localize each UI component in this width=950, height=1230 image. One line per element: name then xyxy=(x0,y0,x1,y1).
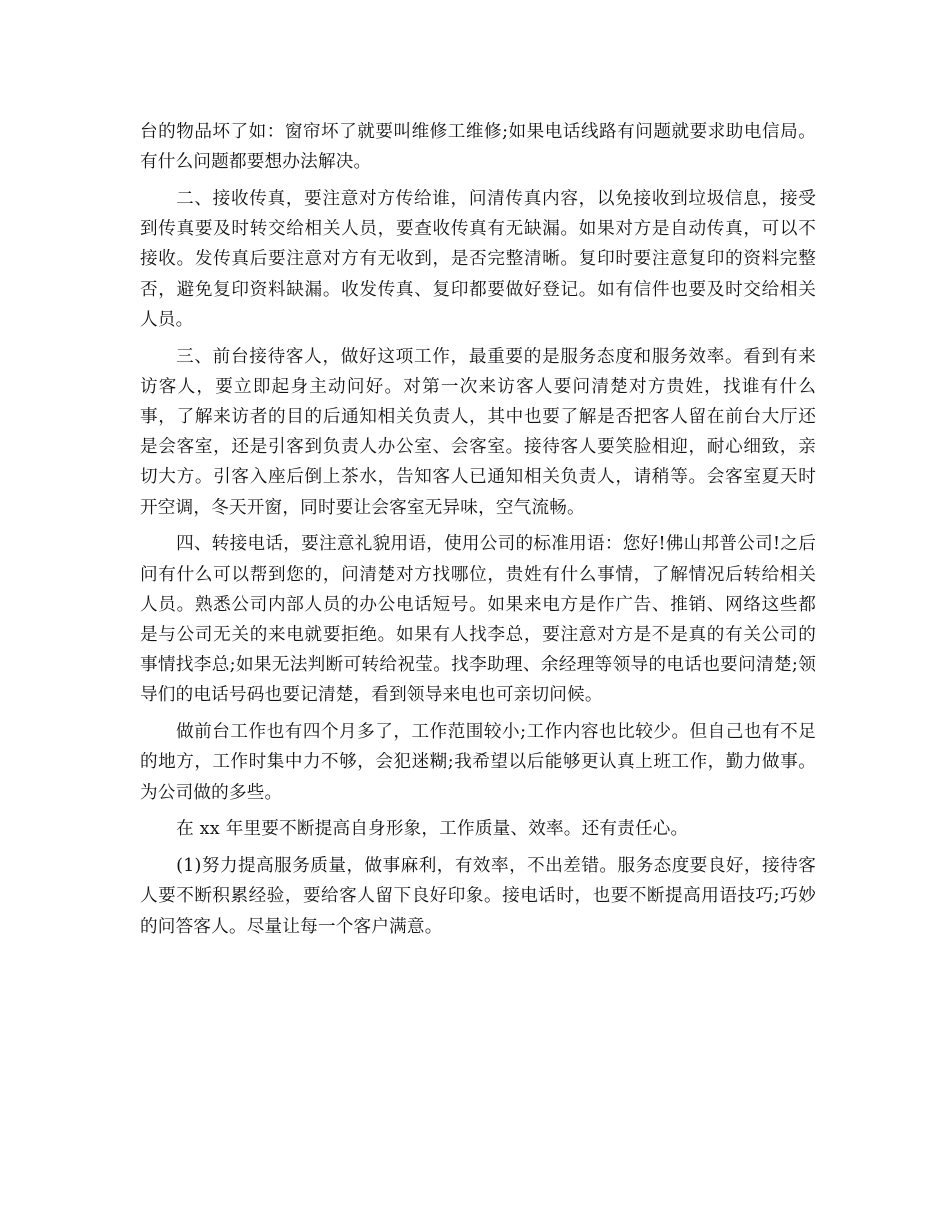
paragraph-goal-1: (1)努力提高服务质量，做事麻利，有效率，不出差错。服务态度要良好，接待客人要不断积累经验，要给客人留下良好印象。接电话时，也要不断提高用语技巧;巧妙的问答客人。尽量让每一个客户满意。 xyxy=(140,856,816,937)
paragraph-reflection: 做前台工作也有四个月多了，工作范围较小;工作内容也比较少。但自己也有不足的地方，工作时集中力不够，会犯迷糊;我希望以后能够更认真上班工作，勤力做事。为公司做的多些。 xyxy=(140,722,816,803)
paragraph-fax: 二、接收传真，要注意对方传给谁，问清传真内容，以免接收到垃圾信息，接受到传真要及时转交给相关人员，要查收传真有无缺漏。如果对方是自动传真，可以不接收。发传真后要注意对方有无收到，是否完整清晰。复印时要注意复印的资料完整否，避免复印资料缺漏。收发传真、复印都要做好登记。如有信件也要及时交给相关人员。 xyxy=(140,189,816,330)
paragraph-reception: 三、前台接待客人，做好这项工作，最重要的是服务态度和服务效率。看到有来访客人，要立即起身主动问好。对第一次来访客人要问清楚对方贵姓，找谁有什么事，了解来访者的目的后通知相关负责人，其中也要了解是否把客人留在前台大厅还是会客室，还是引客到负责人办公室、会客室。接待客人要笑脸相迎，耐心细致，亲切大方。引客入座后倒上茶水，告知客人已通知相关负责人，请稍等。会客室夏天时开空调，冬天开窗，同时要让会客室无异味，空气流畅。 xyxy=(140,346,816,518)
paragraph-phone: 四、转接电话，要注意礼貌用语，使用公司的标准用语：您好!佛山邦普公司!之后问有什么可以帮到您的，问清楚对方找哪位，贵姓有什么事情，了解情况后转给相关人员。熟悉公司内部人员的办公电话短号。如果来电方是作广告、推销、网络这些都是与公司无关的来电就要拒绝。如果有人找李总，要注意对方是不是真的有关公司的事情找李总;如果无法判断可转给祝莹。找李助理、余经理等领导的电话也要问清楚;领导们的电话号码也要记清楚，看到领导来电也可亲切问候。 xyxy=(140,534,816,706)
paragraph-continued: 台的物品坏了如：窗帘坏了就要叫维修工维修;如果电话线路有问题就要求助电信局。有什么问题都要想办法解决。 xyxy=(140,122,816,173)
document-body xyxy=(140,117,816,942)
paragraph-goals: 在 xx 年里要不断提高自身形象，工作质量、效率。还有责任心。 xyxy=(176,819,689,840)
